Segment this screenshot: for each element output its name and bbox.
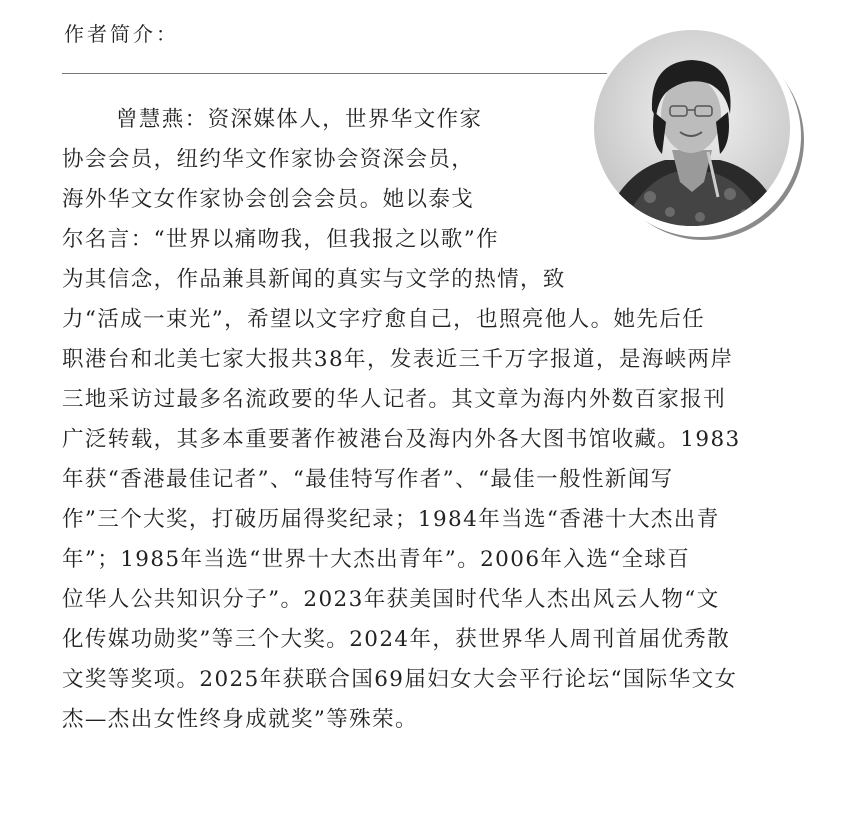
bio-line: 曾慧燕：资深媒体人，世界华文作家 [116, 107, 483, 132]
bio-line: 位华人公共知识分子”。2023年获美国时代华人杰出风云人物“文 [62, 587, 720, 612]
divider-line [62, 73, 610, 74]
bio-line: 文奖等奖项。2025年获联合国69届妇女大会平行论坛“国际华文女 [62, 667, 738, 692]
bio-line: 年”；1985年当选“世界十大杰出青年”。2006年入选“全球百 [62, 547, 691, 572]
bio-line: 广泛转载，其多本重要著作被港台及海内外各大图书馆收藏。1983 [62, 427, 741, 452]
bio-line: 为其信念，作品兼具新闻的真实与文学的热情，致 [62, 267, 566, 292]
bio-line: 三地采访过最多名流政要的华人记者。其文章为海内外数百家报刊 [62, 387, 727, 412]
bio-line: 作”三个大奖，打破历届得奖纪录；1984年当选“香港十大杰出青 [62, 507, 720, 532]
bio-line: 尔名言：“世界以痛吻我，但我报之以歌”作 [62, 227, 499, 252]
section-heading: 作者简介： [64, 22, 179, 46]
author-portrait [580, 22, 816, 250]
bio-line: 年获“香港最佳记者”、“最佳特写作者”、“最佳一般性新闻写 [62, 467, 674, 492]
bio-line: 力“活成一束光”，希望以文字疗愈自己，也照亮他人。她先后任 [62, 307, 706, 332]
bio-line: 职港台和北美七家大报共38年，发表近三千万字报道，是海峡两岸 [62, 347, 734, 372]
bio-line: 杰—杰出女性终身成就奖”等殊荣。 [62, 707, 418, 732]
bio-line: 海外华文女作家协会创会会员。她以泰戈 [62, 187, 475, 212]
bio-line: 协会会员，纽约华文作家协会资深会员， [62, 147, 475, 172]
bio-line: 化传媒功勋奖”等三个大奖。2024年，获世界华人周刊首届优秀散 [62, 627, 731, 652]
